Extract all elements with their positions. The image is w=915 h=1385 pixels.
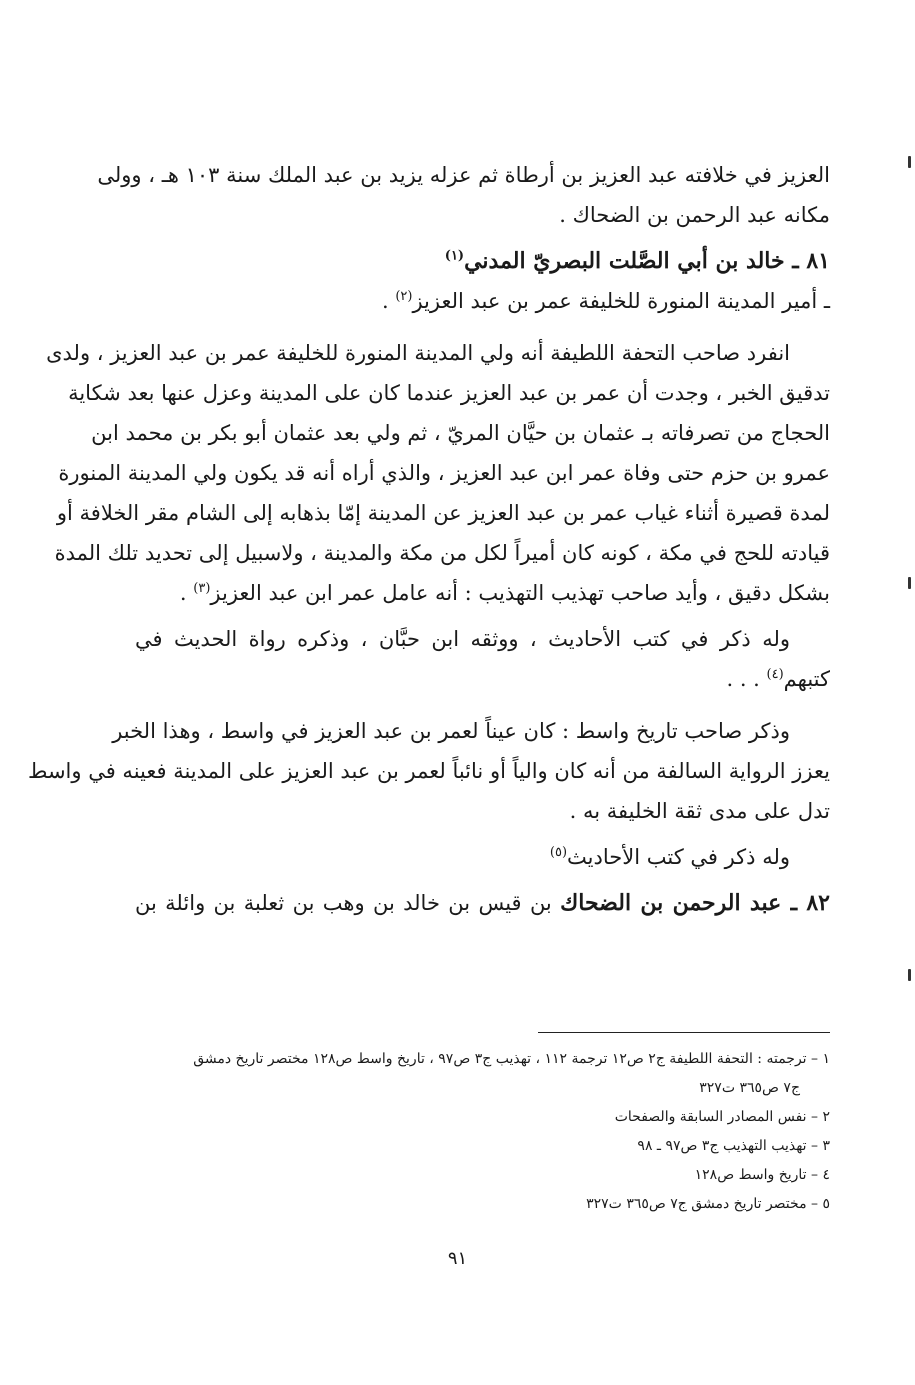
text-line [135,659,830,699]
footnote-item: ج٧ ص٣٦٥ ت٣٢٧ [699,1080,800,1096]
text-line: مكانه عبد الرحمن بن الضحاك . [559,203,830,227]
text-line: عمرو بن حزم حتى وفاة عمر ابن عبد العزيز ، والذي أراه أنه قد يكون ولي المدينة المنورة [58,461,830,485]
footnote-item: ٤ – تاريخ واسط ص١٢٨ [694,1167,830,1183]
scan-edge-mark [908,156,911,168]
footnote-ref: (٤) [766,667,784,682]
text-line: يعزز الرواية السالفة من أنه كان والياً أو نائباً لعمر بن عبد العزيز على المدينة فعينه في واسط [28,759,830,783]
entry-81-heading [135,241,830,281]
para5-text: وله ذكر في كتب الأحاديث [567,845,790,869]
footnotes [135,1045,830,1219]
footnote-item: ٣ – تهذيب التهذيب ج٣ ص٩٧ ـ ٩٨ [637,1138,830,1154]
para2-last-text: بشكل دقيق ، وأيد صاحب تهذيب التهذيب : أنه عامل عمر ابن عبد العزيز [210,581,830,605]
text-line: وله ذكر في كتب الأحاديث ، ووثقه ابن حبَّان ، وذكره رواة الحديث في [135,627,790,651]
footnote-ref: (٢) [395,289,413,304]
text-line: انفرد صاحب التحفة اللطيفة أنه ولي المدينة المنورة للخليفة عمر بن عبد العزيز ، ولدى [46,341,790,365]
text-line [135,573,830,613]
entry-82-title: ٨٢ ـ عبد الرحمن بن الضحاك [560,890,830,916]
text-line: تدقيق الخبر ، وجدت أن عمر بن عبد العزيز عندما كان على المدينة وعزل عنها بعد شكاية [68,381,830,405]
scan-edge-mark [908,969,911,981]
scan-edge-mark [908,577,911,589]
entry-82-line [135,883,830,923]
entry-81-intro-text: ـ أمير المدينة المنورة للخليفة عمر بن عبد العزيز [412,289,830,313]
text-line: العزيز في خلافته عبد العزيز بن أرطاة ثم عزله يزيد بن عبد الملك سنة ١٠٣ هـ ، وولى [97,163,830,187]
footnote-item: ١ – ترجمته : التحفة اللطيفة ج٢ ص١٢ ترجمة ١١٢ ، تهذيب ج٣ ص٩٧ ، تاريخ واسط ص١٢٨ مختصر تاريخ دمشق [193,1051,830,1067]
footnote-ref: (٥) [549,845,568,860]
entry-81-intro-end: . [381,289,396,313]
entry-81-title: ٨١ ـ خالد بن أبي الصَّلت البصريّ المدني [464,248,830,274]
text-line: لمدة قصيرة أثناء غياب عمر بن عبد العزيز عن المدينة إمّا بذهابه إلى الشام مقر الخلافة أو [56,501,830,525]
text-line [135,837,830,877]
main-text [28,155,830,923]
footnote-item: ٥ – مختصر تاريخ دمشق ج٧ ص٣٦٥ ت٣٢٧ [586,1196,830,1212]
para3-last-text: كتبهم [783,667,830,691]
text-line: تدل على مدى ثقة الخليفة به . [569,799,830,823]
entry-82-rest: بن قيس بن خالد بن وهب بن ثعلبة بن وائلة بن [135,891,561,915]
para2-last-end: . [179,581,194,605]
footnote-ref: (٣) [193,581,211,596]
footnote-ref: (١) [444,248,465,264]
footnote-divider [538,1032,830,1033]
footnote-item: ٢ – نفس المصادر السابقة والصفحات [614,1109,830,1125]
text-line: قيادته للحج في مكة ، كونه كان أميراً لكل من مكة والمدينة ، ولاسبيل إلى تحديد تلك المدة [54,541,830,565]
page-number: ٩١ [447,1248,468,1269]
entry-81-intro [135,281,830,321]
text-line: وذكر صاحب تاريخ واسط : كان عيناً لعمر بن عبد العزيز في واسط ، وهذا الخبر [112,719,790,743]
para3-last-end: . . . [726,667,767,691]
text-line: الحجاج من تصرفاته بـ عثمان بن حيَّان المريّ ، ثم ولي بعد عثمان أبو بكر بن محمد ابن [91,421,830,445]
